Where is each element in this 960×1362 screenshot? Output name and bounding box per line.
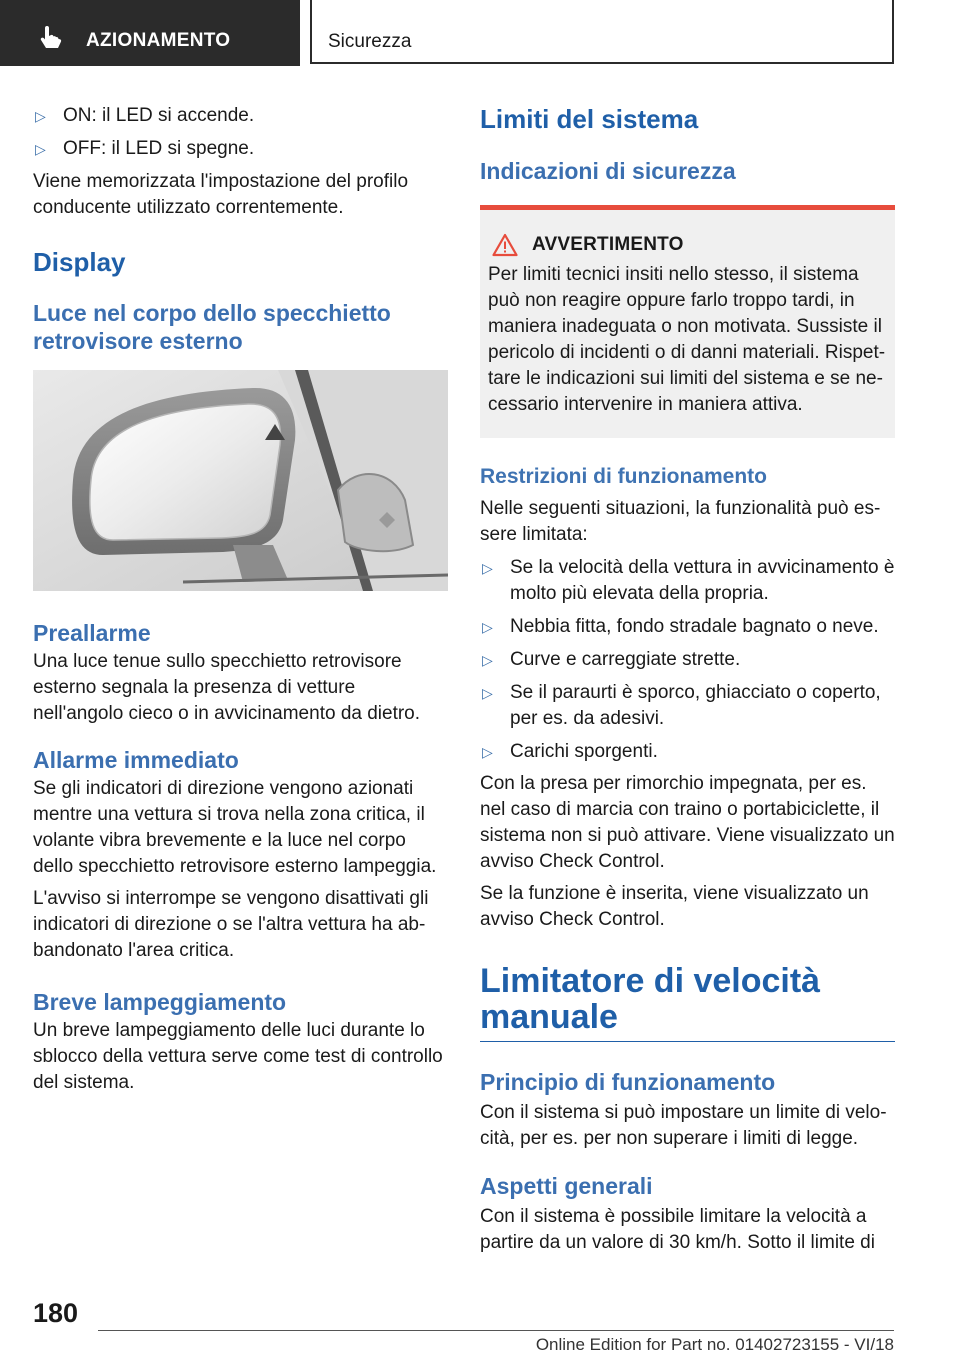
triangle-bullet-icon: ▷ <box>35 141 46 157</box>
header-chapter-tab <box>310 0 894 64</box>
header-chapter-label: Sicurezza <box>328 31 412 52</box>
list-item-text: Nebbia fitta, fondo stradale bagnato o neve. <box>510 616 879 637</box>
list-item-text: Se la velocità della vettura in avvicinamento è molto più elevata della propria. <box>510 557 895 604</box>
warning-box <box>480 205 895 438</box>
footer-edition: Online Edition for Part no. 01402723155 - VI/18 <box>535 1335 894 1354</box>
list-item <box>33 136 448 162</box>
triangle-bullet-icon: ▷ <box>482 685 493 701</box>
restrizioni-heading: Restrizioni di funzionamento <box>480 465 767 488</box>
side-mirror-image <box>33 370 448 591</box>
list-item <box>480 647 895 673</box>
preallarme-paragraph: Una luce tenue sullo specchietto retrovisore esterno segnala la presenza di vetture nell'angolo cieco o in avvicinamento da dietro. <box>33 651 421 724</box>
list-item-text: OFF: il LED si spegne. <box>63 138 255 159</box>
list-item <box>33 103 448 129</box>
list-item-text: Carichi sporgenti. <box>510 741 658 762</box>
list-item <box>480 739 895 765</box>
preallarme-heading: Preallarme <box>33 620 151 646</box>
header-section-tab <box>0 0 300 66</box>
luce-heading: Luce nel corpo dello specchietto retrovisore esterno <box>33 300 391 354</box>
triangle-bullet-icon: ▷ <box>482 560 493 576</box>
triangle-bullet-icon: ▷ <box>482 652 493 668</box>
triangle-bullet-icon: ▷ <box>35 108 46 124</box>
left-column <box>33 96 448 1096</box>
list-item <box>480 555 895 607</box>
triangle-bullet-icon: ▷ <box>482 619 493 635</box>
right-column <box>480 96 895 1256</box>
list-item-text: Se il paraurti è sporco, ghiacciato o coperto, per es. da adesivi. <box>510 682 881 729</box>
funzione-paragraph: Se la funzione è inserita, viene visualizzato un avviso Check Control. <box>480 883 869 930</box>
aspetti-paragraph: Con il sistema è possibile limitare la velocità a partire da un valore di 30 km/h. Sotto il limite di <box>480 1206 875 1253</box>
warning-header <box>488 232 887 258</box>
allarme-paragraph-1: Se gli indicatori di direzione vengono azionati mentre una vettura si trova nella zona critica, il volante vibra brevemente e la luce nel corpo dello specchietto retrovisore esterno lampeggia. <box>33 778 437 877</box>
list-item <box>480 614 895 640</box>
footer-divider <box>98 1330 894 1331</box>
intro-paragraph: Viene memorizzata l'impostazione del profilo conducente utilizzato correntemente. <box>33 171 409 218</box>
limiti-heading: Limiti del sistema <box>480 104 699 134</box>
principio-heading: Principio di funzionamento <box>480 1069 776 1095</box>
warning-triangle-icon <box>492 233 518 257</box>
triangle-bullet-icon: ▷ <box>482 744 493 760</box>
warning-text: Per limiti tecnici insiti nello stesso, il sistema può non reagire oppure farlo troppo tardi, in maniera inadeguata o non motivata. Sussiste il pericolo di incidenti o di danni materiali. Rispettare le indicazioni sui limiti del sistema e se necessario intervenire in maniera attiva. <box>488 264 886 415</box>
presa-paragraph: Con la presa per rimorchio impegnata, per es. nel caso di marcia con traino o portabiciclette, il sistema non si può attivare. Viene visualizzato un avviso Check Control. <box>480 773 895 872</box>
warning-title: AVVERTIMENTO <box>532 234 684 255</box>
restrizioni-intro: Nelle seguenti situazioni, la funzionalità può essere limitata: <box>480 498 881 545</box>
allarme-heading: Allarme immediato <box>33 747 239 773</box>
allarme-paragraph-2: L'avviso si interrompe se vengono disattivati gli indicatori di direzione o se l'altra vettura ha abbandonato l'area critica. <box>33 888 429 961</box>
list-item-text: Curve e carreggiate strette. <box>510 649 741 670</box>
list-item-text: ON: il LED si accende. <box>63 105 255 126</box>
list-item <box>480 680 895 732</box>
breve-paragraph: Un breve lampeggiamento delle luci durante lo sblocco della vettura serve come test di controllo del sistema. <box>33 1020 443 1093</box>
breve-heading: Breve lampeggiamento <box>33 989 287 1015</box>
principio-paragraph: Con il sistema si può impostare un limite di velocità, per es. per non superare i limiti di legge. <box>480 1102 887 1149</box>
hand-pointer-icon <box>38 24 64 50</box>
page-number: 180 <box>33 1298 79 1328</box>
title-divider <box>480 1041 895 1042</box>
indicazioni-heading: Indicazioni di sicurezza <box>480 158 736 184</box>
display-heading: Display <box>33 247 126 277</box>
header-section-label: AZIONAMENTO <box>86 30 231 51</box>
aspetti-heading: Aspetti generali <box>480 1173 653 1199</box>
limitatore-title: Limitatore di velocità manuale <box>480 962 821 1036</box>
